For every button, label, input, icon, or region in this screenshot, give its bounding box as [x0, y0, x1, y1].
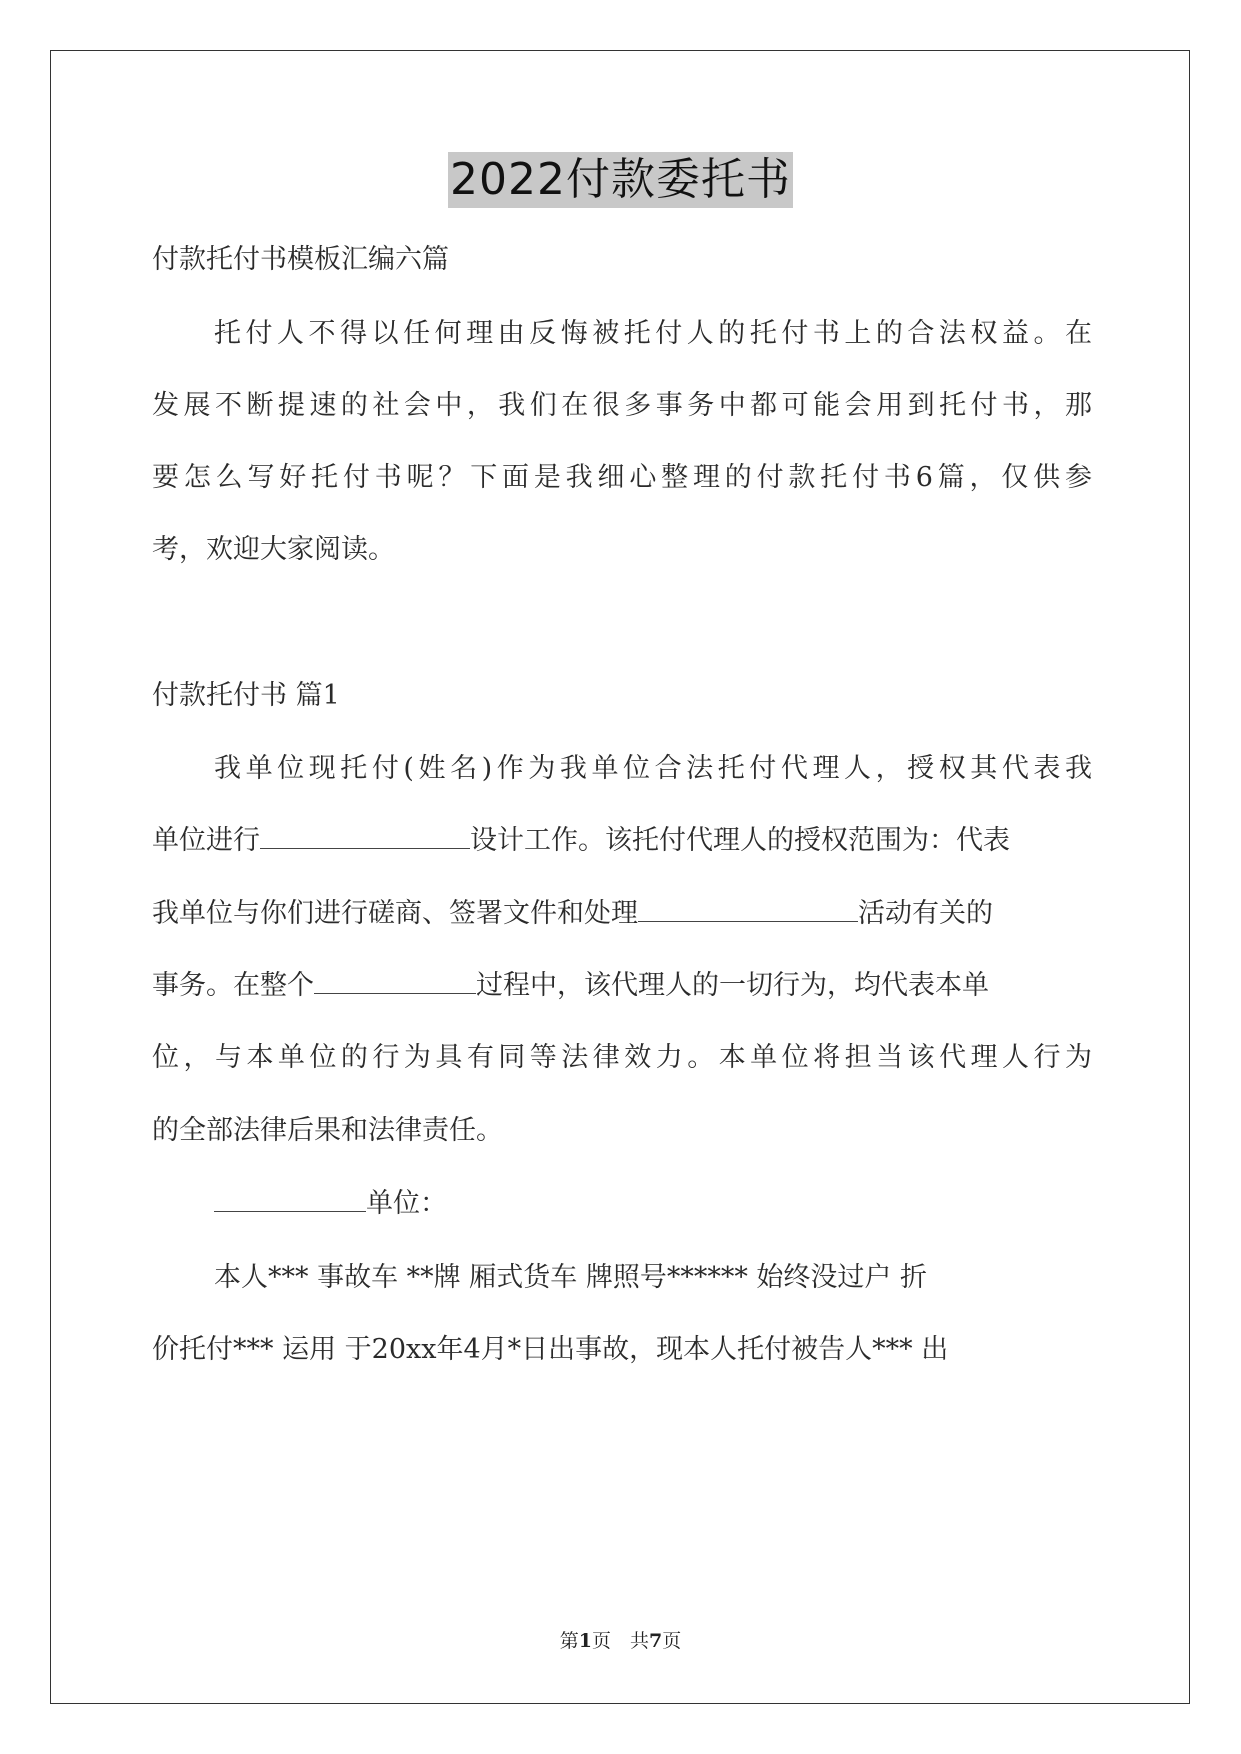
body-line-2-end: 设计工作。该托付代理人的授权范围为：代表 — [470, 825, 1010, 856]
intro-line-1: 托付人不得以任何理由反悔被托付人的托付书上的合法权益。在 — [214, 318, 1092, 349]
unit-signature-line — [214, 1184, 1092, 1224]
body-line-2-start: 单位进行 — [152, 825, 260, 856]
unit-label: 单位： — [366, 1188, 447, 1219]
body-line-5: 位，与本单位的行为具有同等法律效力。本单位将担当该代理人行为 — [152, 1042, 1092, 1073]
body-line-3-end: 活动有关的 — [858, 898, 993, 929]
body-line-8: 价托付*** 运用 于20xx年4月*日出事故，现本人托付被告人*** 出 — [152, 1334, 949, 1365]
body-line-6: 的全部法律后果和法律责任。 — [152, 1115, 503, 1146]
fill-in-blank-process[interactable] — [314, 967, 476, 994]
body-line-3-start: 我单位与你们进行磋商、签署文件和处理 — [152, 898, 638, 929]
footer-page-number: 1 — [578, 1630, 592, 1652]
fill-in-blank-activity[interactable] — [638, 895, 858, 922]
page-border — [50, 50, 1190, 1704]
fill-in-blank-project[interactable] — [260, 822, 470, 849]
body-line-4-start: 事务。在整个 — [152, 970, 314, 1001]
footer-suffix: 页 — [662, 1630, 682, 1652]
footer-mid: 页 共 — [591, 1630, 649, 1652]
body-line-2 — [152, 821, 1092, 861]
title-container — [0, 152, 1241, 208]
intro-line-2: 发展不断提速的社会中，我们在很多事务中都可能会用到托付书，那 — [152, 390, 1092, 421]
body-line-7: 本人*** 事故车 **牌 厢式货车 牌照号****** 始终没过户 折 — [214, 1262, 927, 1293]
intro-line-4: 考，欢迎大家阅读。 — [152, 534, 395, 565]
footer-prefix: 第 — [559, 1630, 579, 1652]
footer-total-pages: 7 — [649, 1630, 663, 1652]
document-subtitle: 付款托付书模板汇编六篇 — [152, 244, 449, 275]
document-title: 2022付款委托书 — [448, 152, 793, 208]
body-line-4-end: 过程中，该代理人的一切行为，均代表本单 — [476, 970, 989, 1001]
body-line-4 — [152, 966, 1092, 1006]
fill-in-blank-unit[interactable] — [214, 1185, 366, 1212]
body-line-1: 我单位现托付(姓名)作为我单位合法托付代理人，授权其代表我 — [214, 753, 1092, 784]
body-line-3 — [152, 894, 1092, 934]
intro-line-3: 要怎么写好托付书呢？下面是我细心整理的付款托付书6篇，仅供参 — [152, 462, 1092, 493]
section-heading: 付款托付书 篇1 — [152, 680, 340, 711]
page-footer — [0, 1628, 1241, 1654]
